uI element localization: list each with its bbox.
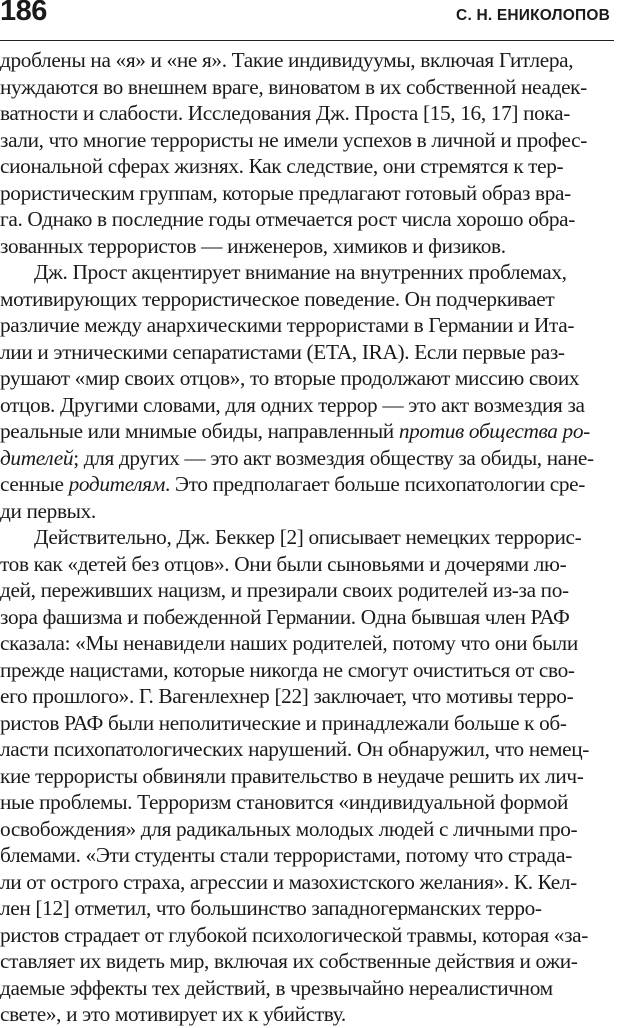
text-line: его прошлого». Г. Вагенлехнер [22] заключает, что мотивы терро- [0, 684, 574, 708]
body-text [0, 47, 614, 1028]
text-line: лен [12] отметил, что большинство западногерманских терро- [0, 896, 542, 920]
paragraph-2 [0, 259, 614, 524]
italic-phrase: против общества ро- [398, 419, 590, 443]
text-line: ли от острого страха, агрессии и мазохистского желания». К. Кел- [0, 869, 577, 894]
text-line: Дж. Прост акцентирует внимание на внутренних проблемах, [34, 260, 567, 284]
text-line: освобождения» для радикальных молодых людей с личными про- [0, 816, 578, 841]
text-line: лии и этническими сепаратистами (ETA, IRA). Если первые раз- [0, 339, 565, 364]
text-line: га. Однако в последние годы отмечается рост числа хорошо обра- [0, 207, 576, 231]
text-segment: . Это предполагает больше психопатологии сре- [164, 472, 586, 496]
text-line: ласти психопатологических нарушений. Он обнаружил, что немец- [0, 737, 590, 761]
text-line: ные проблемы. Терроризм становится «индивидуальной формой [0, 790, 569, 814]
text-line: дей, переживших нацизм, и презирали своих родителей из-за по- [0, 578, 569, 602]
text-line: сиональной сферах жизнях. Как следствие, они стремятся к тер- [0, 154, 564, 178]
text-line: ристов РАФ были неполитические и принадлежали больше к об- [0, 710, 567, 735]
text-line [0, 418, 614, 445]
page-header [0, 0, 614, 41]
text-line: отцов. Другими словами, для одних террор — это акт возмездия за [0, 392, 585, 417]
text-line: свете», и это мотивирует их к убийству. [0, 1002, 346, 1026]
text-line: различие между анархическими террористами в Германии и Ита- [0, 313, 575, 337]
text-line: ватности и слабости. Исследования Дж. Проста [15, 16, 17] пока- [0, 101, 570, 125]
text-line: ди первых. [0, 498, 96, 523]
text-line: тов как «детей без отцов». Они были сыновьями и дочерями лю- [0, 551, 567, 576]
paragraph-1 [0, 47, 614, 259]
text-line: Действительно, Дж. Беккер [2] описывает немецких террорис- [34, 525, 582, 549]
text-line: зора фашизма и побежденной Германии. Одна бывшая член РАФ [0, 604, 570, 629]
text-line: дроблены на «я» и «не я». Такие индивидуумы, включая Гитлера, [0, 48, 574, 72]
text-line: рористическим группам, которые предлагают готовый образ вра- [0, 180, 571, 205]
paragraph-3 [0, 524, 614, 1028]
text-segment: ; для других — это акт возмездия обществу за обиды, нане- [73, 445, 594, 470]
italic-phrase: дителей [0, 445, 74, 470]
text-segment: сенные [0, 472, 69, 496]
text-line: прежде нацистами, которые никогда не смогут очиститься от сво- [0, 657, 575, 682]
text-segment: реальные или мнимые обиды, направленный [0, 419, 399, 443]
text-line: рушают «мир своих отцов», то вторые продолжают миссию своих [0, 366, 580, 390]
italic-phrase: родителям [68, 472, 165, 496]
text-line: нуждаются во внешнем враге, виноватом в их собственной неадек- [0, 74, 587, 99]
running-head-author: С. Н. ЕНИКОЛОПОВ [456, 7, 610, 24]
text-line: сказала: «Мы ненавидели наших родителей, потому что они были [0, 631, 578, 655]
text-line: зали, что многие террористы не имели успехов в личной и профес- [0, 127, 587, 152]
text-line [0, 471, 614, 498]
text-line: кие террористы обвиняли правительство в неудаче решить их лич- [0, 763, 584, 788]
page-number: 186 [0, 0, 47, 27]
text-line: ставляет их видеть мир, включая их собственные действия и ожи- [0, 949, 578, 973]
text-line: ристов страдает от глубокой психологической травмы, которая «за- [0, 922, 588, 947]
text-line [0, 445, 614, 472]
text-line: мотивирующих террористическое поведение. Он подчеркивает [0, 286, 555, 311]
text-line: блемами. «Эти студенты стали террористами, потому что страда- [0, 843, 572, 867]
text-line: зованных террористов — инженеров, химиков и физиков. [0, 233, 506, 258]
text-line: даемые эффекты тех действий, в чрезвычайно нереалистичном [0, 975, 553, 1000]
